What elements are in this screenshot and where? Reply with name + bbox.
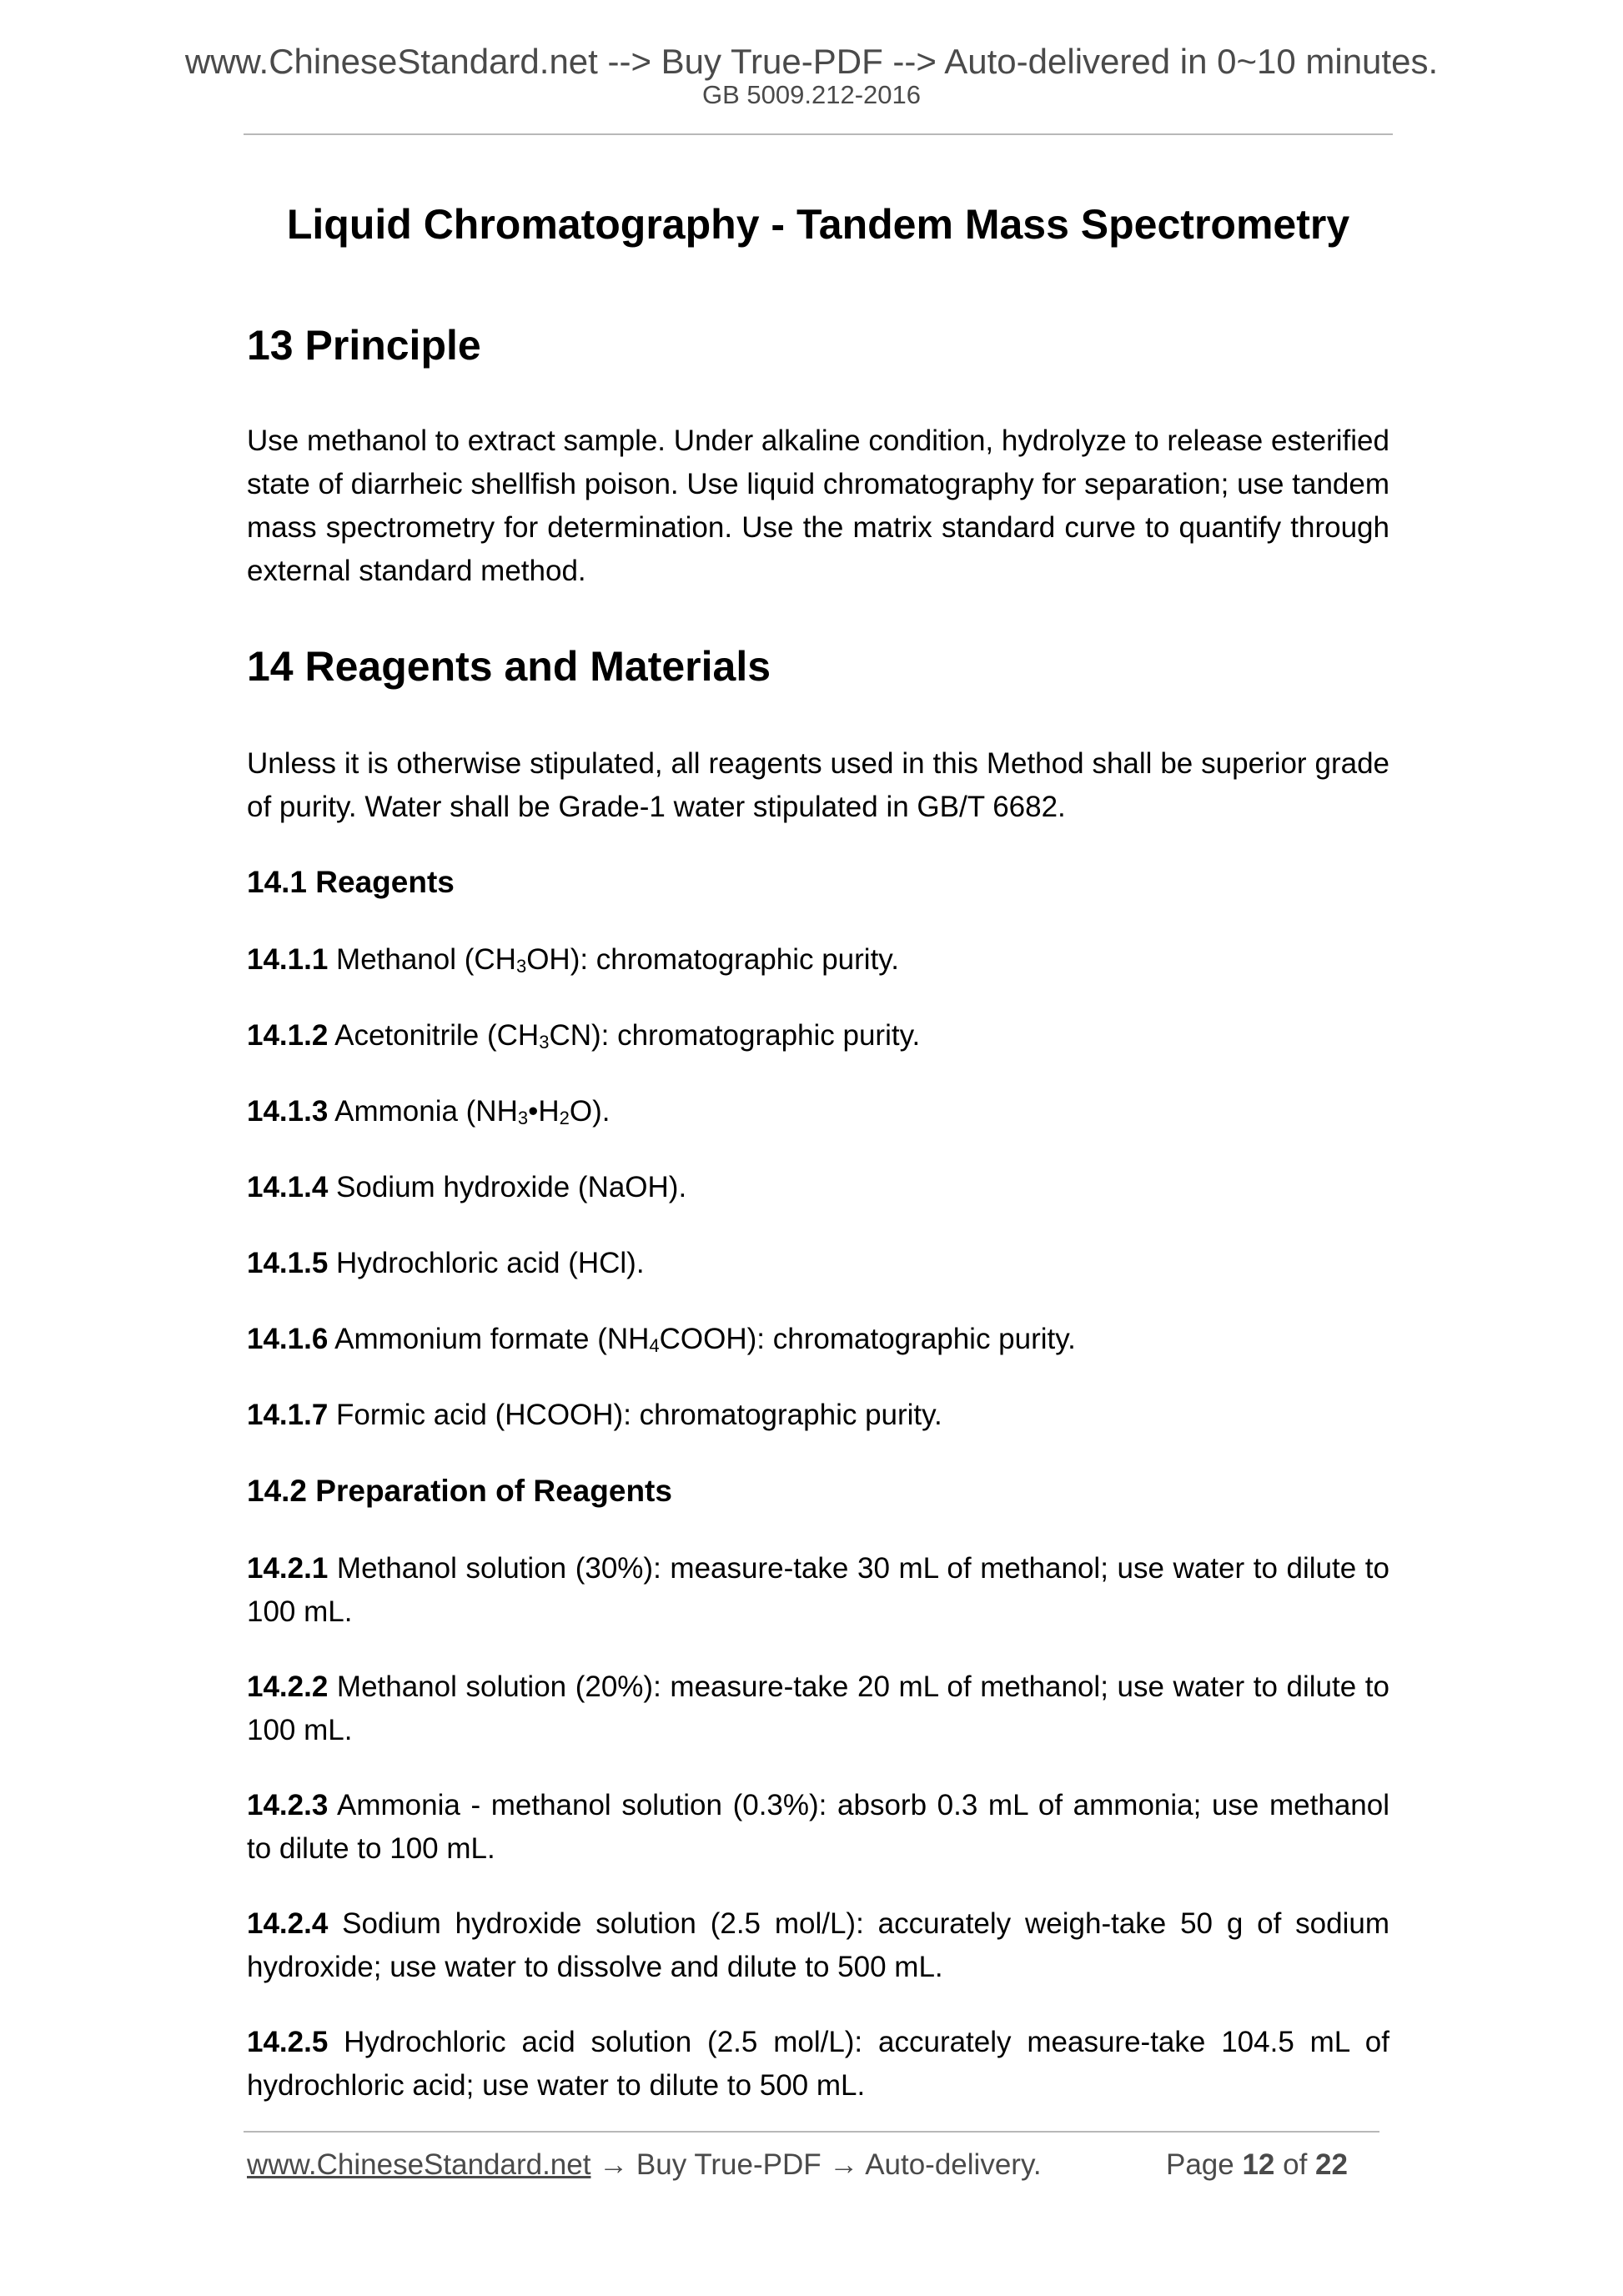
arrow-icon: → bbox=[590, 2148, 636, 2181]
item-number: 14.1.5 bbox=[247, 1247, 329, 1279]
reagent-item: 14.1.1 Methanol $(CH_3OH)$: chromatographic purity. bbox=[247, 943, 899, 977]
footer-site-link[interactable]: www.ChineseStandard.net bbox=[247, 2148, 591, 2181]
item-number: 14.1.7 bbox=[247, 1399, 329, 1431]
preparation-item: 14.2.2 Methanol solution (20%): measure-take 20 mL of methanol; use water to dilute to 100 mL. bbox=[247, 1671, 1389, 1746]
item-number: 14.2.4 bbox=[247, 1907, 329, 1940]
footer-rule bbox=[244, 2131, 1379, 2133]
preparation-item: 14.2.5 Hydrochloric acid solution (2.5 mol/L): accurately measure-take 104.5 mL of hydrochloric acid; use water to dilute to 500 mL. bbox=[247, 2026, 1389, 2102]
page-number: 12 bbox=[1242, 2148, 1275, 2181]
item-number: 14.2.1 bbox=[247, 1552, 329, 1585]
header-banner: www.ChineseStandard.net --> Buy True-PDF --> Auto-delivered in 0~10 minutes. bbox=[184, 42, 1439, 81]
arrow-icon: → bbox=[821, 2148, 866, 2181]
page-total: 22 bbox=[1315, 2148, 1348, 2181]
document-id: GB 5009.212-2016 bbox=[702, 80, 921, 109]
section-14-intro: Unless it is otherwise stipulated, all reagents used in this Method shall be superior grade of purity. Water shall be Grade-1 water stipulated in GB/T 6682. bbox=[247, 747, 1389, 823]
item-number: 14.1.2 bbox=[247, 1019, 329, 1052]
item-number: 14.1.3 bbox=[247, 1095, 329, 1128]
reagent-item: 14.1.2 Acetonitrile $(CH_3CN)$: chromatographic purity. bbox=[247, 1019, 921, 1053]
reagents-heading: 14.1 Reagents bbox=[247, 865, 455, 899]
item-number: 14.1.1 bbox=[247, 943, 329, 976]
preparation-heading: 14.2 Preparation of Reagents bbox=[247, 1474, 672, 1508]
footer-delivery-text: Auto-delivery. bbox=[865, 2148, 1042, 2181]
reagent-item: 14.1.6 Ammonium formate $(NH_4COOH)$: chromatographic purity. bbox=[247, 1323, 1076, 1356]
footer-buy-text: Buy True-PDF bbox=[636, 2148, 822, 2181]
item-number: 14.2.2 bbox=[247, 1671, 329, 1703]
preparation-item: 14.2.1 Methanol solution (30%): measure-take 30 mL of methanol; use water to dilute to 100 mL. bbox=[247, 1552, 1389, 1628]
footer-links bbox=[247, 2148, 1042, 2182]
item-number: 14.1.6 bbox=[247, 1323, 329, 1355]
reagent-item: 14.1.3 Ammonia $(NH_3•H_2O)$. bbox=[247, 1095, 611, 1128]
page-indicator: Page 12 of 22 bbox=[1166, 2148, 1348, 2181]
page-title: Liquid Chromatography - Tandem Mass Spectrometry bbox=[286, 201, 1350, 248]
reagent-item: 14.1.7 Formic acid (HCOOH): chromatographic purity. bbox=[247, 1399, 942, 1431]
item-number: 14.2.3 bbox=[247, 1789, 329, 1821]
reagent-item: 14.1.5 Hydrochloric acid (HCl). bbox=[247, 1247, 645, 1279]
item-number: 14.1.4 bbox=[247, 1171, 329, 1203]
item-number: 14.2.5 bbox=[247, 2026, 329, 2058]
preparation-item: 14.2.4 Sodium hydroxide solution (2.5 mol/L): accurately weigh-take 50 g of sodium hydroxide; use water to dissolve and dilute to 500 mL. bbox=[247, 1907, 1389, 1983]
section-13-heading: 13 Principle bbox=[247, 322, 481, 369]
header-rule bbox=[244, 133, 1393, 135]
preparation-item: 14.2.3 Ammonia - methanol solution (0.3%): absorb 0.3 mL of ammonia; use methanol to dilute to 100 mL. bbox=[247, 1789, 1389, 1865]
reagent-item: 14.1.4 Sodium hydroxide (NaOH). bbox=[247, 1171, 687, 1203]
section-14-heading: 14 Reagents and Materials bbox=[247, 643, 771, 690]
section-13-text: Use methanol to extract sample. Under alkaline condition, hydrolyze to release esterified state of diarrheic shellfish poison. Use liquid chromatography for separation; use tandem mass spectrometry for determination. Use the matrix standard curve to quantify through external standard method. bbox=[247, 425, 1389, 587]
